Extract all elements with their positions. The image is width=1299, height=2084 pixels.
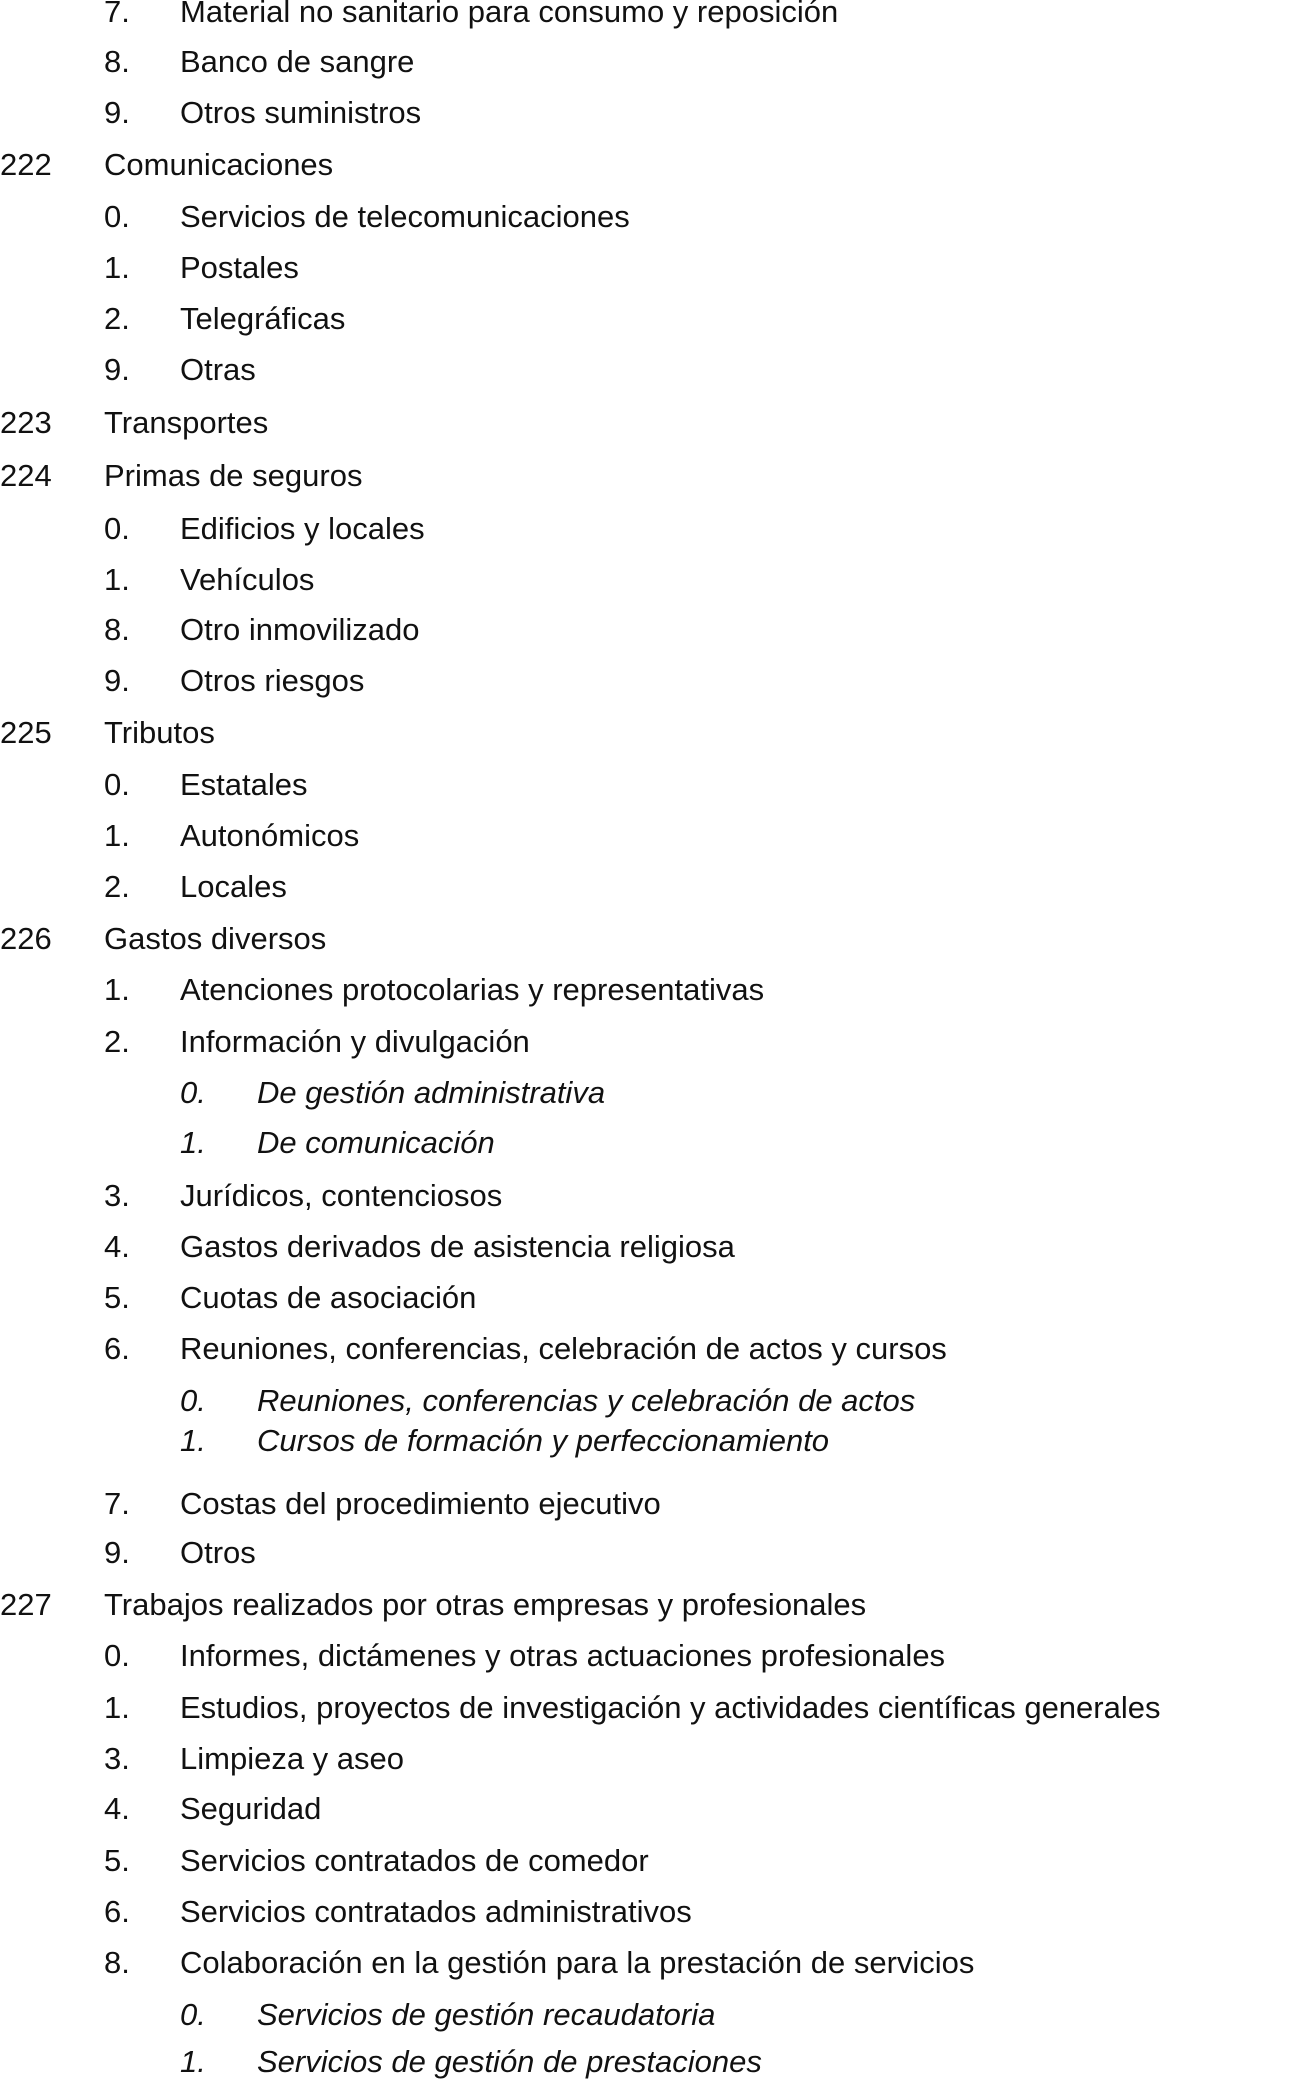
item-number: 0.: [104, 511, 130, 546]
item-number: 3.: [104, 1741, 130, 1776]
item-number: 9.: [104, 1535, 130, 1570]
item-number: 1.: [180, 2044, 206, 2079]
item-number: 2.: [104, 301, 130, 336]
item-number: 0.: [180, 1997, 206, 2032]
item-label: Primas de seguros: [104, 458, 363, 493]
item-label: Limpieza y aseo: [180, 1741, 405, 1776]
item-number: 4.: [104, 1229, 130, 1264]
item-number: 1.: [104, 250, 130, 285]
concept-code: 222: [0, 147, 52, 182]
item-label: Locales: [180, 869, 287, 904]
item-number: 1.: [104, 818, 130, 853]
item-number: 1.: [180, 1125, 206, 1160]
item-number: 6.: [104, 1894, 130, 1929]
item-number: 0.: [104, 199, 130, 234]
item-label: Información y divulgación: [180, 1024, 530, 1059]
item-label: Otros: [180, 1535, 256, 1570]
item-number: 0.: [180, 1383, 206, 1418]
concept-code: 227: [0, 1587, 52, 1622]
item-number: 1.: [104, 1690, 130, 1725]
item-label: Banco de sangre: [180, 44, 415, 79]
item-label: Otros suministros: [180, 95, 422, 130]
item-label: Servicios de gestión de prestaciones: [257, 2044, 762, 2079]
concept-code: 226: [0, 921, 52, 956]
item-label: Cuotas de asociación: [180, 1280, 477, 1315]
item-label: Servicios de telecomunicaciones: [180, 199, 630, 234]
item-number: 7.: [104, 0, 130, 29]
item-number: 9.: [104, 95, 130, 130]
item-number: 8.: [104, 612, 130, 647]
item-label: Edificios y locales: [180, 511, 425, 546]
item-label: Otro inmovilizado: [180, 612, 420, 647]
item-label: Trabajos realizados por otras empresas y profesionales: [104, 1587, 867, 1622]
item-label: Colaboración en la gestión para la prestación de servicios: [180, 1945, 975, 1980]
item-number: 7.: [104, 1486, 130, 1521]
item-label: Cursos de formación y perfeccionamiento: [257, 1423, 830, 1458]
item-number: 5.: [104, 1280, 130, 1315]
item-number: 0.: [104, 767, 130, 802]
item-label: De gestión administrativa: [257, 1075, 606, 1110]
item-number: 6.: [104, 1331, 130, 1366]
item-label: De comunicación: [257, 1125, 495, 1160]
item-number: 8.: [104, 1945, 130, 1980]
item-label: Postales: [180, 250, 299, 285]
concept-code: 224: [0, 458, 52, 493]
item-label: Gastos derivados de asistencia religiosa: [180, 1229, 735, 1264]
item-label: Comunicaciones: [104, 147, 334, 182]
concept-code: 223: [0, 405, 52, 440]
item-number: 1.: [180, 1423, 206, 1458]
item-number: 1.: [104, 972, 130, 1007]
item-number: 3.: [104, 1178, 130, 1213]
item-label: Seguridad: [180, 1791, 322, 1826]
item-number: 8.: [104, 44, 130, 79]
item-label: Vehículos: [180, 562, 315, 597]
item-number: 0.: [180, 1075, 206, 1110]
item-number: 4.: [104, 1791, 130, 1826]
item-number: 0.: [104, 1638, 130, 1673]
item-label: Gastos diversos: [104, 921, 327, 956]
item-label: Material no sanitario para consumo y reposición: [180, 0, 839, 29]
item-label: Informes, dictámenes y otras actuaciones profesionales: [180, 1638, 946, 1673]
item-label: Transportes: [104, 405, 269, 440]
item-label: Estatales: [180, 767, 308, 802]
item-label: Jurídicos, contenciosos: [180, 1178, 503, 1213]
concept-code: 225: [0, 715, 52, 750]
item-label: Reuniones, conferencias, celebración de actos y cursos: [180, 1331, 947, 1366]
item-label: Autonómicos: [180, 818, 360, 853]
item-label: Otras: [180, 352, 256, 387]
item-label: Costas del procedimiento ejecutivo: [180, 1486, 661, 1521]
item-label: Servicios contratados de comedor: [180, 1843, 649, 1878]
item-label: Tributos: [104, 715, 215, 750]
item-label: Servicios de gestión recaudatoria: [257, 1997, 716, 2032]
item-label: Estudios, proyectos de investigación y actividades científicas generales: [180, 1690, 1161, 1725]
item-number: 2.: [104, 869, 130, 904]
item-label: Reuniones, conferencias y celebración de actos: [257, 1383, 916, 1418]
item-number: 1.: [104, 562, 130, 597]
item-label: Servicios contratados administrativos: [180, 1894, 692, 1929]
item-number: 9.: [104, 352, 130, 387]
item-number: 5.: [104, 1843, 130, 1878]
item-number: 2.: [104, 1024, 130, 1059]
item-label: Otros riesgos: [180, 663, 365, 698]
item-label: Telegráficas: [180, 301, 346, 336]
item-label: Atenciones protocolarias y representativas: [180, 972, 765, 1007]
item-number: 9.: [104, 663, 130, 698]
